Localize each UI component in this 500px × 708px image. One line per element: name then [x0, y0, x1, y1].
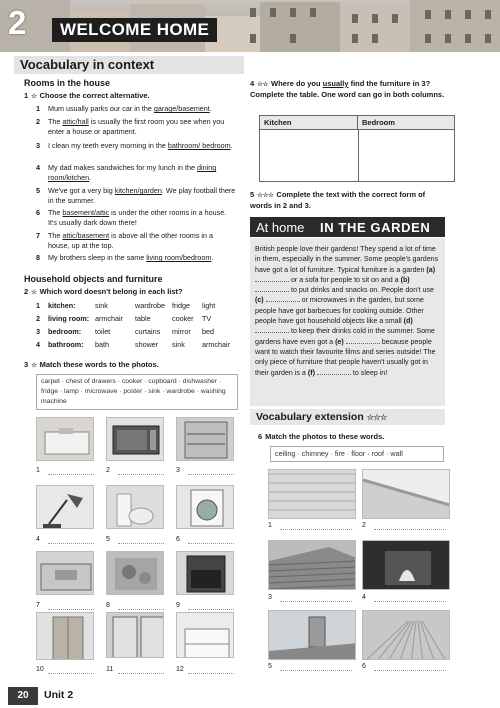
item-number: 7	[36, 231, 40, 240]
item-text-before: Mum usually parks our car in the	[48, 104, 154, 113]
photo-number: 5	[268, 663, 272, 670]
text-part: or a sofa for people to sit on and a	[289, 275, 401, 284]
item-text	[48, 141, 236, 151]
item-text-before: We've got a very big	[48, 186, 115, 195]
answer-line[interactable]	[118, 543, 164, 544]
photo-number: 2	[362, 522, 366, 529]
unit-title: WELCOME HOME	[52, 18, 217, 42]
rooms-heading: Rooms in the house	[24, 78, 111, 88]
gap-label: (c)	[255, 296, 264, 305]
item-text-before: I clean my teeth every morning in the	[48, 141, 168, 150]
photo-number: 6	[176, 536, 180, 543]
task-1-number: 1	[24, 91, 29, 100]
item-text-after: is under the other rooms in a house. It's usually dark down there!	[48, 208, 227, 227]
text-part: to put drinks and snacks on. People don't use	[289, 286, 434, 295]
star-icon: ☆☆☆	[366, 413, 387, 422]
room-label: bathroom:	[48, 340, 84, 349]
photo-number: 1	[36, 467, 40, 474]
photo-number: 3	[268, 594, 272, 601]
photo-number: 12	[176, 666, 184, 673]
photo-fridge	[106, 612, 164, 658]
answer-line[interactable]	[374, 601, 446, 602]
photo-number: 4	[362, 594, 366, 601]
word-option[interactable]: TV	[202, 314, 212, 323]
photo-number: 11	[106, 666, 114, 673]
photo-lamp	[36, 485, 94, 529]
answer-line[interactable]	[280, 601, 352, 602]
row-number: 3	[36, 327, 40, 336]
star-icon: ☆	[31, 362, 37, 369]
gap-f[interactable]	[317, 368, 351, 375]
item-number: 2	[36, 117, 40, 126]
item-number: 6	[36, 208, 40, 217]
star-icon: ☆☆	[257, 81, 268, 88]
photo-sink	[36, 417, 94, 461]
item-text-before: My brothers sleep in the same	[48, 253, 147, 262]
word-option[interactable]: armchair	[95, 314, 123, 323]
furniture-heading: Household objects and furniture	[24, 274, 163, 284]
task-6-number: 6	[258, 432, 263, 441]
alternative-choice[interactable]: basement/attic	[62, 208, 110, 217]
task-4-number: 4	[250, 79, 255, 88]
photo-fire	[362, 540, 450, 590]
text-part: British people love their gardens! They spend a lot of time in them, especially in the summer. Some people's gardens have got a lot of furniture. Typical furniture is a garden	[255, 245, 439, 274]
item-text-before: The	[48, 208, 63, 217]
gap-label: (d)	[403, 317, 413, 326]
item-number: 5	[36, 186, 40, 195]
photo-poster	[106, 485, 164, 529]
item-text-after: is above all the other rooms in a house, up at the top.	[48, 231, 214, 250]
gap-d[interactable]	[255, 326, 289, 333]
photo-number: 9	[176, 602, 180, 609]
task-5-text: Complete the text with the correct form of words in 2 and 3.	[250, 190, 426, 210]
item-number: 8	[36, 253, 40, 262]
photo-cooker	[176, 551, 234, 595]
word-box-task-6: ceiling · chimney · fire · floor · roof · wall	[270, 446, 444, 462]
alternative-choice[interactable]: garage/basement	[153, 104, 210, 113]
alternative-choice[interactable]: bathroom/ bedroom	[167, 141, 231, 150]
task-2-row	[36, 340, 240, 351]
answer-line[interactable]	[118, 673, 164, 674]
photo-number: 6	[362, 663, 366, 670]
task-4-text-b: find the furniture in 3? Complete the table. One word can go in both columns.	[250, 79, 445, 99]
alternative-choice[interactable]: living room/bedroom	[146, 253, 212, 262]
task-2-number: 2	[24, 287, 29, 296]
item-text	[48, 104, 236, 114]
task-2-text: Which word doesn't belong in each list?	[39, 287, 183, 296]
text-part: to sleep in!	[350, 368, 388, 377]
task-5-instruction	[250, 190, 445, 211]
task-4-text-underlined: usually	[322, 79, 349, 88]
task-6-text: Match the photos to these words.	[265, 432, 385, 441]
answer-line[interactable]	[188, 609, 234, 610]
table-divider	[358, 130, 359, 181]
alternative-choice[interactable]: attic/basement	[62, 231, 110, 240]
item-text-after: .	[230, 141, 233, 150]
at-home-label: At home	[256, 220, 305, 235]
photo-number: 5	[106, 536, 110, 543]
photo-number: 3	[176, 467, 180, 474]
answer-line[interactable]	[48, 543, 94, 544]
answer-line[interactable]	[118, 609, 164, 610]
word-option[interactable]: cooker	[172, 314, 194, 323]
star-icon: ☆	[31, 289, 37, 296]
photo-wall	[268, 469, 356, 519]
word-option[interactable]: sink	[95, 301, 108, 310]
gap-a[interactable]	[255, 275, 289, 282]
word-option[interactable]: light	[202, 301, 216, 310]
photo-carpet	[106, 551, 164, 595]
alternative-choice[interactable]: kitchen/garden	[114, 186, 162, 195]
gap-e[interactable]	[346, 337, 380, 344]
photo-roof	[268, 540, 356, 590]
item-text	[48, 231, 236, 251]
alternative-choice[interactable]: dining room/kitchen	[48, 163, 217, 182]
section-heading: Vocabulary in context	[14, 56, 244, 74]
text-part: or microwaves in the garden, but some people have got barbecues for cooking outside. Other people have got household objects like a small	[255, 296, 424, 326]
item-number: 1	[36, 104, 40, 113]
word-option[interactable]: fridge	[172, 301, 190, 310]
answer-line[interactable]	[374, 670, 446, 671]
answer-line[interactable]	[374, 529, 446, 530]
task-2-instruction	[24, 287, 183, 297]
item-text	[48, 253, 236, 263]
item-text-after: .	[209, 104, 212, 113]
answer-line[interactable]	[118, 474, 164, 475]
row-number: 4	[36, 340, 40, 349]
task-2-row	[36, 327, 240, 338]
photo-cupboard	[36, 551, 94, 595]
word-box-task-3: carpet · chest of drawers · cooker · cupboard · dishwasher · fridge · lamp · microwave · poster · sink · wardrobe · washing machine	[36, 374, 238, 410]
item-text-after: .	[211, 253, 214, 262]
item-text	[48, 208, 236, 228]
item-text-after: .	[89, 173, 92, 182]
task-1-text: Choose the correct alternative.	[39, 91, 150, 100]
gap-b[interactable]	[255, 285, 289, 292]
answer-line[interactable]	[48, 673, 94, 674]
word-option[interactable]: armchair	[202, 340, 230, 349]
star-icon: ☆	[31, 93, 37, 100]
text-part: to keep their drinks cold in the summer. Some gardens have even got a	[255, 327, 435, 346]
photo-floor	[362, 610, 450, 660]
room-label: living room:	[48, 314, 90, 323]
word-option[interactable]: sink	[172, 340, 185, 349]
item-text-after: . We play football there in the summer.	[48, 186, 236, 205]
word-option[interactable]: toilet	[95, 327, 111, 336]
item-text-after: is usually the first room you see when you enter a house or apartment.	[48, 117, 225, 136]
item-text	[48, 117, 236, 137]
gap-label: (f)	[307, 368, 315, 377]
room-label: kitchen:	[48, 301, 76, 310]
photo-dishwasher	[176, 417, 234, 461]
extension-heading-text: Vocabulary extension	[256, 411, 364, 423]
page-number: 20	[8, 687, 38, 705]
answer-line[interactable]	[48, 474, 94, 475]
photo-number: 10	[36, 666, 44, 673]
photo-ceiling	[362, 469, 450, 519]
word-option[interactable]: bed	[202, 327, 214, 336]
photo-number: 2	[106, 467, 110, 474]
task-5-number: 5	[250, 190, 255, 199]
gap-label: (a)	[426, 265, 436, 274]
word-option[interactable]: table	[135, 314, 151, 323]
task-3-text: Match these words to the photos.	[39, 360, 159, 369]
item-text-before: My dad makes sandwiches for my lunch in the	[48, 163, 198, 172]
task-2-row	[36, 301, 240, 312]
answer-line[interactable]	[188, 673, 234, 674]
item-number: 3	[36, 141, 40, 150]
item-text	[48, 186, 236, 206]
word-option[interactable]: shower	[135, 340, 159, 349]
extension-heading	[250, 409, 445, 425]
star-icon: ☆☆☆	[257, 192, 274, 199]
gap-label: (e)	[335, 337, 344, 346]
unit-label: Unit 2	[44, 689, 74, 701]
text-part: because people want to watch their favourite films and series outside! The only piece of furniture that people haven't usually got in their garden is a	[255, 337, 436, 377]
gap-label: (b)	[400, 275, 410, 284]
row-number: 2	[36, 314, 40, 323]
answer-line[interactable]	[188, 474, 234, 475]
task-4-instruction	[250, 79, 445, 100]
task-3-instruction	[24, 360, 159, 370]
answer-line[interactable]	[280, 670, 352, 671]
table-header-bedroom: Bedroom	[358, 116, 454, 130]
photo-washing-machine	[176, 485, 234, 529]
answer-line[interactable]	[280, 529, 352, 530]
table-header-kitchen: Kitchen	[260, 116, 358, 130]
answer-line[interactable]	[188, 543, 234, 544]
answer-line[interactable]	[48, 609, 94, 610]
photo-microwave	[106, 417, 164, 461]
item-text	[48, 163, 236, 183]
task-2-row	[36, 314, 240, 325]
task-3-number: 3	[24, 360, 29, 369]
word-option[interactable]: curtains	[135, 327, 161, 336]
photo-number: 4	[36, 536, 40, 543]
word-option[interactable]: wardrobe	[135, 301, 165, 310]
at-home-banner	[250, 217, 445, 237]
word-option[interactable]: bath	[95, 340, 109, 349]
unit-number: 2	[8, 4, 27, 41]
gap-c[interactable]	[266, 295, 300, 302]
photo-number: 8	[106, 602, 110, 609]
item-text-before: The	[48, 117, 63, 126]
photo-wardrobe	[36, 612, 94, 660]
row-number: 1	[36, 301, 40, 310]
task-1-instruction	[24, 91, 150, 101]
item-number: 4	[36, 163, 40, 172]
task-6-instruction	[258, 432, 384, 441]
item-text-before: The	[48, 231, 63, 240]
garden-text	[250, 238, 445, 406]
photo-number: 7	[36, 602, 40, 609]
task-4-text-a: Where do you	[271, 79, 323, 88]
photo-number: 1	[268, 522, 272, 529]
room-label: bedroom:	[48, 327, 82, 336]
photo-chest-of-drawers	[176, 612, 234, 658]
in-the-garden-label: IN THE GARDEN	[320, 220, 431, 235]
photo-chimney	[268, 610, 356, 660]
alternative-choice[interactable]: attic/hall	[62, 117, 89, 126]
word-option[interactable]: mirror	[172, 327, 191, 336]
furniture-table	[259, 115, 455, 182]
